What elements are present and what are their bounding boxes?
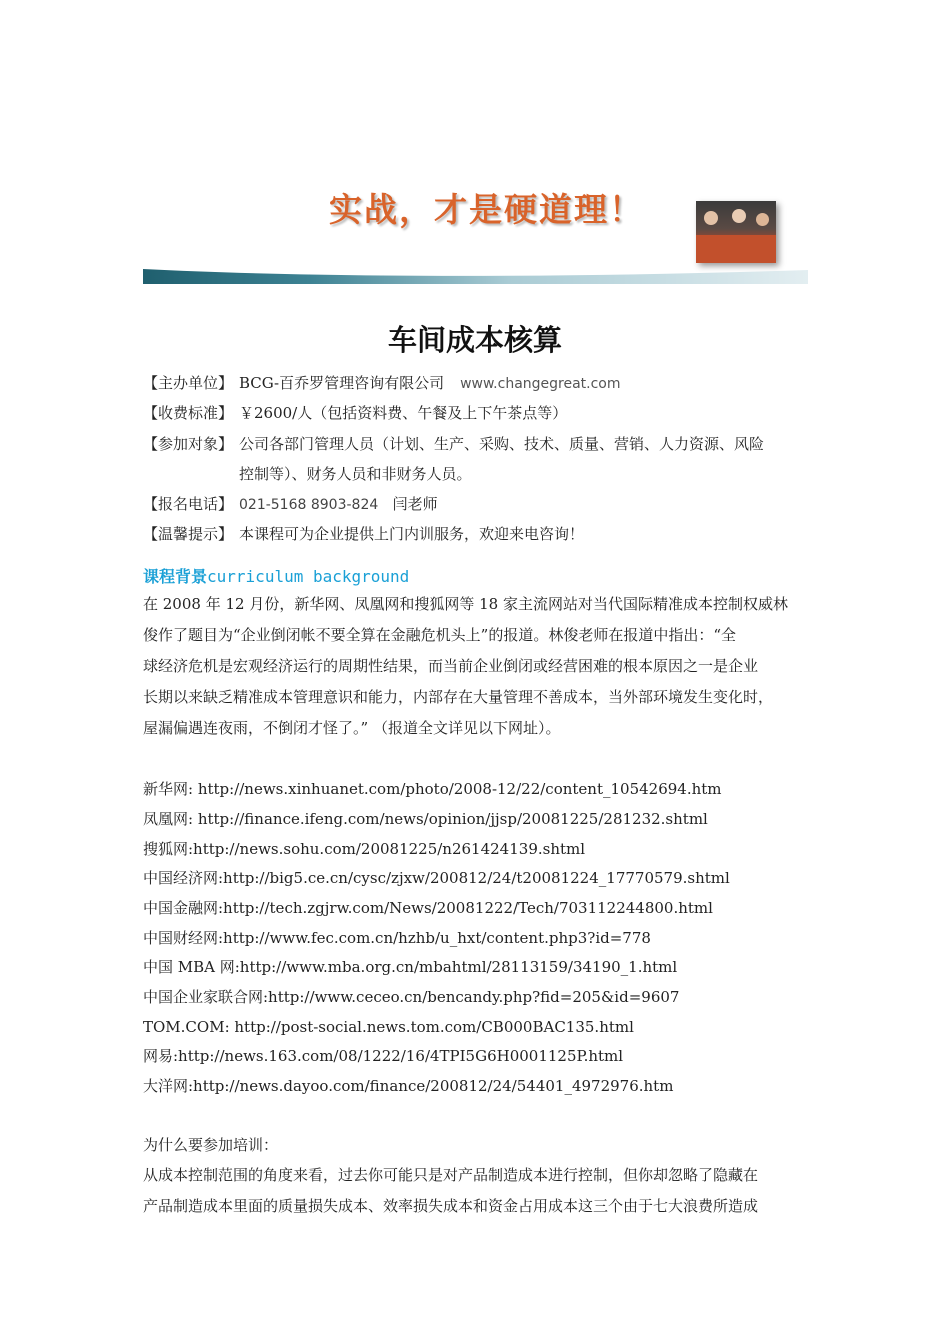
link-item[interactable]: 中国 MBA 网:http://www.mba.org.cn/mbahtml/28113159/34190_1.html bbox=[143, 958, 678, 976]
banner-stripe bbox=[143, 266, 808, 284]
audience-key: 【参加对象】 bbox=[143, 435, 234, 453]
organizer-value: BCG-百乔罗管理咨询有限公司 bbox=[239, 374, 445, 392]
section-heading bbox=[143, 564, 409, 587]
photo-person bbox=[732, 209, 746, 223]
organizer-key: 【主办单位】 bbox=[143, 374, 234, 392]
tip-value: 本课程可为企业提供上门内训服务，欢迎来电咨询！ bbox=[239, 525, 585, 543]
paragraph-line: 在 2008 年 12 月份，新华网、凤凰网和搜狐网等 18 家主流网站对当代国际精准成本控制权威林 bbox=[143, 595, 788, 613]
paragraph-line: 球经济危机是宏观经济运行的周期性结果，而当前企业倒闭或经营困难的根本原因之一是企业 bbox=[143, 657, 759, 675]
link-item[interactable]: 凤凰网: http://finance.ifeng.com/news/opinion/jjsp/20081225/281232.shtml bbox=[143, 810, 708, 828]
fee-key: 【收费标准】 bbox=[143, 404, 234, 422]
fee-value: ￥2600/人（包括资料费、午餐及上下午茶点等） bbox=[239, 404, 568, 422]
link-item[interactable]: 中国企业家联合网:http://www.ceceo.cn/bencandy.php?fid=205&id=9607 bbox=[143, 988, 680, 1006]
paragraph-line: 俊作了题目为“企业倒闭帐不要全算在金融危机头上”的报道。林俊老师在报道中指出：“全 bbox=[143, 626, 737, 644]
header-banner bbox=[143, 176, 808, 284]
audience-value-line2: 控制等）、财务人员和非财务人员。 bbox=[239, 465, 472, 483]
organizer-value-wrap bbox=[239, 373, 814, 394]
paragraph-line: 产品制造成本里面的质量损失成本、效率损失成本和资金占用成本这三个由于七大浪费所造成 bbox=[143, 1197, 759, 1215]
photo-person bbox=[756, 213, 769, 226]
website-link[interactable]: www.changegreat.com bbox=[460, 376, 621, 392]
paragraph-line: 从成本控制范围的角度来看，过去你可能只是对产品制造成本进行控制，但你却忽略了隐藏在 bbox=[143, 1166, 759, 1184]
link-item[interactable]: 新华网: http://news.xinhuanet.com/photo/2008-12/22/content_10542694.htm bbox=[143, 780, 722, 798]
phone-key: 【报名电话】 bbox=[143, 495, 234, 513]
link-item[interactable]: TOM.COM: http://post-social.news.tom.com/CB000BAC135.html bbox=[143, 1018, 634, 1036]
why-paragraph bbox=[143, 1160, 815, 1222]
phone-contact: 闫老师 bbox=[392, 495, 438, 513]
paragraph-line: 长期以来缺乏精准成本管理意识和能力，内部存在大量管理不善成本，当外部环境发生变化时， bbox=[143, 688, 774, 706]
photo-table bbox=[696, 235, 776, 263]
link-item[interactable]: 中国经济网:http://big5.ce.cn/cysc/zjxw/200812/24/t20081224_17770579.shtml bbox=[143, 869, 730, 887]
why-heading: 为什么要参加培训： bbox=[143, 1136, 279, 1154]
section-title-en: curriculum background bbox=[207, 567, 410, 586]
course-title: 车间成本核算 bbox=[387, 323, 562, 357]
audience-value-line1: 公司各部门管理人员（计划、生产、采购、技术、质量、营销、人力资源、风险 bbox=[239, 435, 765, 453]
section-title-cn: 课程背景 bbox=[143, 567, 208, 586]
photo-person bbox=[704, 211, 718, 225]
background-paragraph bbox=[143, 589, 815, 744]
link-item[interactable]: 网易:http://news.163.com/08/1222/16/4TPI5G6H0001125P.html bbox=[143, 1047, 624, 1065]
phone-number[interactable]: 021-5168 8903-824 bbox=[239, 497, 379, 513]
meeting-photo bbox=[696, 201, 776, 263]
link-item[interactable]: 搜狐网:http://news.sohu.com/20081225/n261424139.shtml bbox=[143, 840, 586, 858]
link-item[interactable]: 大洋网:http://news.dayoo.com/finance/200812/24/54401_4972976.htm bbox=[143, 1077, 674, 1095]
paragraph-line: 屋漏偏遇连夜雨，不倒闭才怪了。” （报道全文详见以下网址）。 bbox=[143, 719, 561, 737]
banner-slogan: 实战，才是硬道理！ bbox=[329, 190, 644, 229]
phone-value-wrap bbox=[239, 494, 814, 515]
tip-key: 【温馨提示】 bbox=[143, 525, 234, 543]
link-item[interactable]: 中国金融网:http://tech.zgjrw.com/News/20081222/Tech/703112244800.html bbox=[143, 899, 713, 917]
link-item[interactable]: 中国财经网:http://www.fec.com.cn/hzhb/u_hxt/content.php3?id=778 bbox=[143, 929, 651, 947]
